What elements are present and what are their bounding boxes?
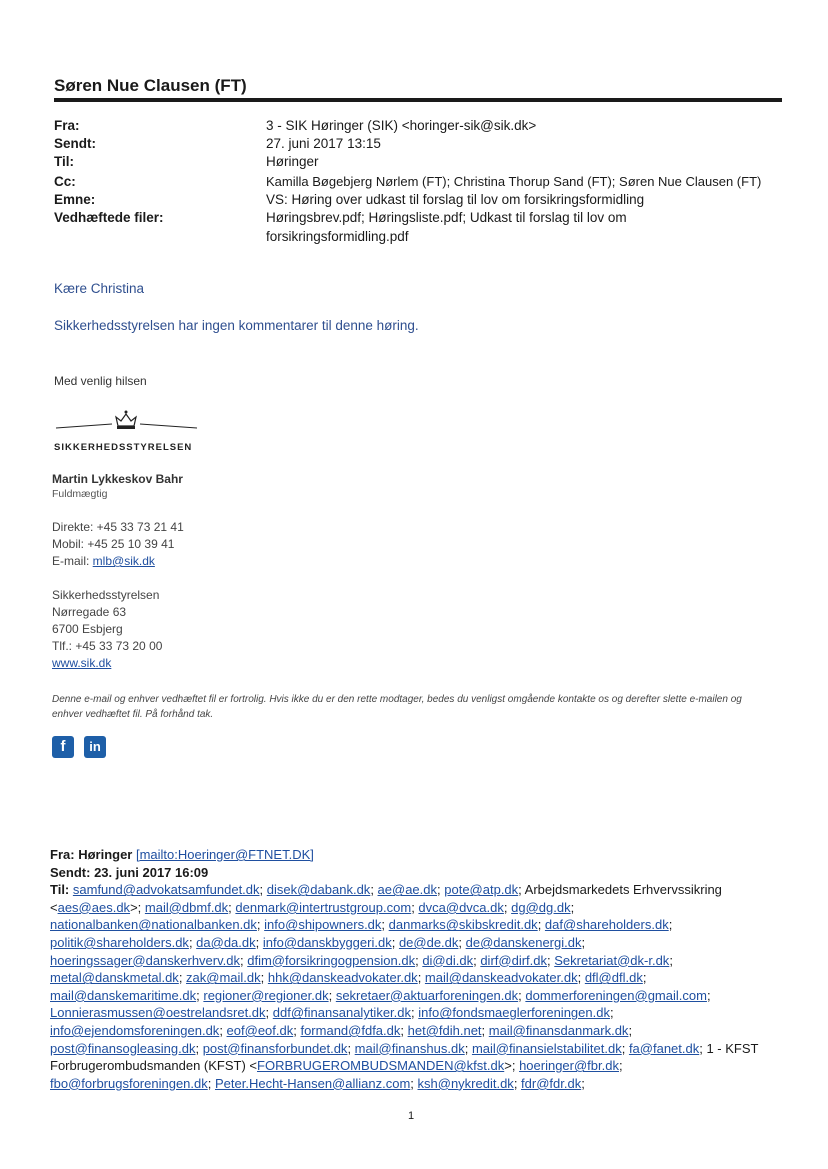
forwarded-header xyxy=(50,846,780,1092)
recipient-email-link[interactable]: fdr@fdr.dk xyxy=(521,1075,582,1091)
recipient-email-link[interactable]: mail@danskemaritime.dk xyxy=(50,987,197,1003)
forward-from-link[interactable]: [mailto:Hoeringer@FTNET.DK] xyxy=(135,847,314,862)
recipient-separator: ; xyxy=(581,934,586,950)
signature-name: Martin Lykkeskov Bahr xyxy=(52,472,183,486)
recipient-email-link[interactable]: hoeringer@fbr.dk xyxy=(519,1058,619,1074)
recipient-separator: ; Arbejdsmarkedets Erhvervssikring < xyxy=(50,882,722,915)
recipient-separator: ; xyxy=(473,952,481,968)
recipient-separator: ; xyxy=(513,1075,522,1091)
recipient-email-link[interactable]: Peter.Hecht-Hansen@allianz.com xyxy=(214,1075,411,1091)
recipient-email-link[interactable]: regioner@regioner.dk xyxy=(203,987,329,1003)
recipient-email-link[interactable]: daf@shareholders.dk xyxy=(544,917,669,933)
recipient-separator: ; xyxy=(570,899,575,915)
signature-phone: Tlf.: +45 33 73 20 00 xyxy=(52,639,163,653)
signature-org: Sikkerhedsstyrelsen xyxy=(52,588,160,602)
recipient-separator: ; 1 - KFST Forbrugerombudsmanden (KFST) < xyxy=(50,1040,759,1074)
forward-to-label: Til: xyxy=(50,882,70,898)
attachments-value-cont[interactable]: forsikringsformidling.pdf xyxy=(266,229,409,244)
forward-from-name: Høringer xyxy=(78,847,133,862)
recipient-separator: ; xyxy=(621,1040,629,1056)
recipient-email-link[interactable]: di@di.dk xyxy=(422,952,474,968)
recipient-email-link[interactable]: de@danskenergi.dk xyxy=(465,934,582,950)
recipient-separator: ; xyxy=(347,1040,355,1056)
recipient-separator: ; xyxy=(628,1022,633,1038)
recipient-email-link[interactable]: post@finansforbundet.dk xyxy=(202,1040,348,1056)
email-label: E-mail: xyxy=(52,554,93,568)
signature-direct: Direkte: +45 33 73 21 41 xyxy=(52,520,184,534)
recipient-email-link[interactable]: fa@fanet.dk xyxy=(628,1040,700,1056)
subject-label: Emne: xyxy=(54,192,96,207)
subject-value: VS: Høring over udkast til forslag til lov om forsikringsformidling xyxy=(266,192,645,207)
recipient-email-link[interactable]: fbo@forbrugsforeningen.dk xyxy=(50,1075,208,1091)
recipient-separator: ; xyxy=(668,917,673,933)
recipient-separator: ; xyxy=(411,899,419,915)
signature-title: Fuldmægtig xyxy=(52,488,108,500)
recipient-separator: ; xyxy=(255,934,263,950)
recipient-separator: ; xyxy=(196,987,204,1003)
signature-city: 6700 Esbjerg xyxy=(52,622,123,636)
recipient-separator: ; xyxy=(537,917,545,933)
cc-label: Cc: xyxy=(54,174,76,189)
recipient-separator: ; xyxy=(577,970,585,986)
recipient-separator: ; xyxy=(581,1075,585,1091)
recipient-email-link[interactable]: danmarks@skibskredit.dk xyxy=(388,917,538,933)
recipient-email-link[interactable]: het@fdih.net xyxy=(407,1022,482,1038)
recipient-email-link[interactable]: sekretaer@aktuarforeningen.dk xyxy=(335,987,519,1003)
recipient-separator: ; xyxy=(410,1075,418,1091)
recipient-email-link[interactable]: dfl@dfl.dk xyxy=(584,970,643,986)
website-link[interactable]: www.sik.dk xyxy=(52,656,112,670)
recipient-separator: ; xyxy=(259,882,267,898)
recipient-email-link[interactable]: mail@finansielstabilitet.dk xyxy=(471,1040,622,1056)
page-number: 1 xyxy=(408,1110,415,1122)
recipient-separator: ; xyxy=(207,1075,215,1091)
recipient-separator: ; xyxy=(609,1005,614,1021)
recipient-separator: ; xyxy=(328,987,336,1003)
recipient-email-link[interactable]: FORBRUGEROMBUDSMANDEN@kfst.dk xyxy=(257,1058,505,1074)
disclaimer: Denne e-mail og enhver vedhæftet fil er fortrolig. Hvis ikke du er den rette modtager, bedes du venligst omgående kontakte os og derefter slette e-mailen og enhver vedhæftet fil. På forhånd tak. xyxy=(52,694,742,720)
signature-email-row xyxy=(52,553,155,570)
recipient-separator: ; xyxy=(669,952,673,968)
recipient-separator: ; xyxy=(437,882,445,898)
recipient-separator: ; xyxy=(411,1005,419,1021)
recipient-separator: ; xyxy=(618,1058,623,1074)
recipient-separator: ; xyxy=(458,934,466,950)
to-label: Til: xyxy=(54,154,74,169)
title-rule xyxy=(54,98,782,102)
forward-to-list xyxy=(50,882,758,1091)
recipient-email-link[interactable]: pote@atp.dk xyxy=(444,882,519,898)
recipient-separator: ; xyxy=(240,952,248,968)
attachments-label: Vedhæftede filer: xyxy=(54,210,164,225)
to-value: Høringer xyxy=(266,154,319,169)
recipient-separator: ; xyxy=(400,1022,408,1038)
recipient-separator: ; xyxy=(464,1040,472,1056)
recipient-email-link[interactable]: mail@finanshus.dk xyxy=(354,1040,465,1056)
recipient-separator: ; xyxy=(417,970,425,986)
attachments-value[interactable]: Høringsbrev.pdf; Høringsliste.pdf; Udkast til forslag til lov om xyxy=(266,210,627,225)
recipient-email-link[interactable]: dfim@forsikringogpension.dk xyxy=(247,952,416,968)
recipient-email-link[interactable]: politik@shareholders.dk xyxy=(50,934,189,950)
recipient-email-link[interactable]: info@ejendomsforeningen.dk xyxy=(50,1022,220,1038)
recipient-email-link[interactable]: metal@danskmetal.dk xyxy=(50,970,179,986)
recipient-separator: ; xyxy=(481,1022,489,1038)
recipient-email-link[interactable]: formand@fdfa.dk xyxy=(300,1022,401,1038)
recipient-email-link[interactable]: eof@eof.dk xyxy=(226,1022,294,1038)
recipient-email-link[interactable]: dommerforeningen@gmail.com xyxy=(525,987,707,1003)
recipient-email-link[interactable]: Sekretariat@dk-r.dk xyxy=(554,952,670,968)
recipient-email-link[interactable]: info@shipowners.dk xyxy=(264,917,382,933)
recipient-email-link[interactable]: dirf@dirf.dk xyxy=(480,952,547,968)
recipient-separator: ; xyxy=(642,970,647,986)
recipient-separator: ; xyxy=(381,917,389,933)
recipient-separator: ; xyxy=(260,970,268,986)
crown-icon xyxy=(54,408,199,434)
recipient-email-link[interactable]: info@fondsmaeglerforeningen.dk xyxy=(418,1005,610,1021)
recipient-separator: >; xyxy=(130,899,145,915)
closing: Med venlig hilsen xyxy=(54,374,147,388)
recipient-email-link[interactable]: mail@dbmf.dk xyxy=(144,899,229,915)
email-link[interactable]: mlb@sik.dk xyxy=(92,554,155,568)
recipient-email-link[interactable]: dvca@dvca.dk xyxy=(418,899,504,915)
recipient-separator: ; xyxy=(219,1022,227,1038)
logo-text: SIKKERHEDSSTYRELSEN xyxy=(54,442,193,453)
linkedin-icon[interactable]: in xyxy=(84,736,106,758)
signature-mobile: Mobil: +45 25 10 39 41 xyxy=(52,537,175,551)
recipient-email-link[interactable]: Lonnierasmussen@oestrelandsret.dk xyxy=(50,1005,266,1021)
recipient-separator: ; xyxy=(195,1040,203,1056)
recipient-email-link[interactable]: ae@ae.dk xyxy=(377,882,438,898)
message-body: Sikkerhedsstyrelsen har ingen kommentarer til denne høring. xyxy=(54,318,419,333)
recipient-separator: ; xyxy=(293,1022,301,1038)
forward-to-row xyxy=(50,881,780,1092)
sent-value: 27. juni 2017 13:15 xyxy=(266,136,381,151)
recipient-email-link[interactable]: ksh@nykredit.dk xyxy=(417,1075,514,1091)
forward-from-label: Fra: xyxy=(50,847,75,862)
forward-from-row xyxy=(50,846,780,864)
forward-sent-value: 23. juni 2017 16:09 xyxy=(94,864,209,880)
recipient-email-link[interactable]: dg@dg.dk xyxy=(511,899,571,915)
from-value: 3 - SIK Høringer (SIK) <horinger-sik@sik.dk> xyxy=(266,118,537,133)
recipient-email-link[interactable]: samfund@advokatsamfundet.dk xyxy=(72,882,260,898)
recipient-separator: ; xyxy=(391,934,399,950)
recipient-email-link[interactable]: ddf@finansanalytiker.dk xyxy=(272,1005,412,1021)
recipient-separator: ; xyxy=(178,970,187,986)
recipient-separator: ; xyxy=(370,882,378,898)
page-title: Søren Nue Clausen (FT) xyxy=(54,76,247,95)
sent-label: Sendt: xyxy=(54,136,96,151)
recipient-email-link[interactable]: mail@finansdanmark.dk xyxy=(488,1022,629,1038)
recipient-email-link[interactable]: mail@danskeadvokater.dk xyxy=(424,970,578,986)
recipient-separator: >; xyxy=(504,1058,520,1074)
recipient-email-link[interactable]: nationalbanken@nationalbanken.dk xyxy=(50,917,257,933)
recipient-email-link[interactable]: zak@mail.dk xyxy=(186,970,261,986)
recipient-separator: ; xyxy=(188,934,197,950)
recipient-separator: ; xyxy=(547,952,555,968)
recipient-separator: ; xyxy=(518,987,526,1003)
signature-street: Nørregade 63 xyxy=(52,605,127,619)
facebook-icon[interactable]: f xyxy=(52,736,74,758)
signature-web xyxy=(52,655,111,672)
recipient-separator: ; xyxy=(503,899,512,915)
recipient-separator: ; xyxy=(256,917,265,933)
recipient-email-link[interactable]: de@de.dk xyxy=(398,934,459,950)
recipient-separator: ; xyxy=(706,987,711,1003)
recipient-email-link[interactable]: info@danskbyggeri.dk xyxy=(262,934,392,950)
greeting: Kære Christina xyxy=(54,281,145,296)
cc-value: Kamilla Bøgebjerg Nørlem (FT); Christina Thorup Sand (FT); Søren Nue Clausen (FT) xyxy=(266,174,762,189)
forward-sent-row xyxy=(50,864,780,882)
sikkerhedsstyrelsen-logo xyxy=(54,408,199,453)
recipient-email-link[interactable]: denmark@intertrustgroup.com xyxy=(235,899,412,915)
recipient-email-link[interactable]: aes@aes.dk xyxy=(57,899,131,915)
recipient-email-link[interactable]: post@finansogleasing.dk xyxy=(50,1040,196,1056)
recipient-email-link[interactable]: da@da.dk xyxy=(196,934,256,950)
recipient-email-link[interactable]: hhk@danskeadvokater.dk xyxy=(267,970,418,986)
recipient-email-link[interactable]: disek@dabank.dk xyxy=(266,882,371,898)
forward-sent-label: Sendt: xyxy=(50,864,91,880)
from-label: Fra: xyxy=(54,118,80,133)
recipient-separator: ; xyxy=(415,952,423,968)
recipient-separator: ; xyxy=(228,899,236,915)
recipient-separator: ; xyxy=(265,1005,273,1021)
recipient-email-link[interactable]: hoeringssager@danskerhverv.dk xyxy=(50,952,240,968)
